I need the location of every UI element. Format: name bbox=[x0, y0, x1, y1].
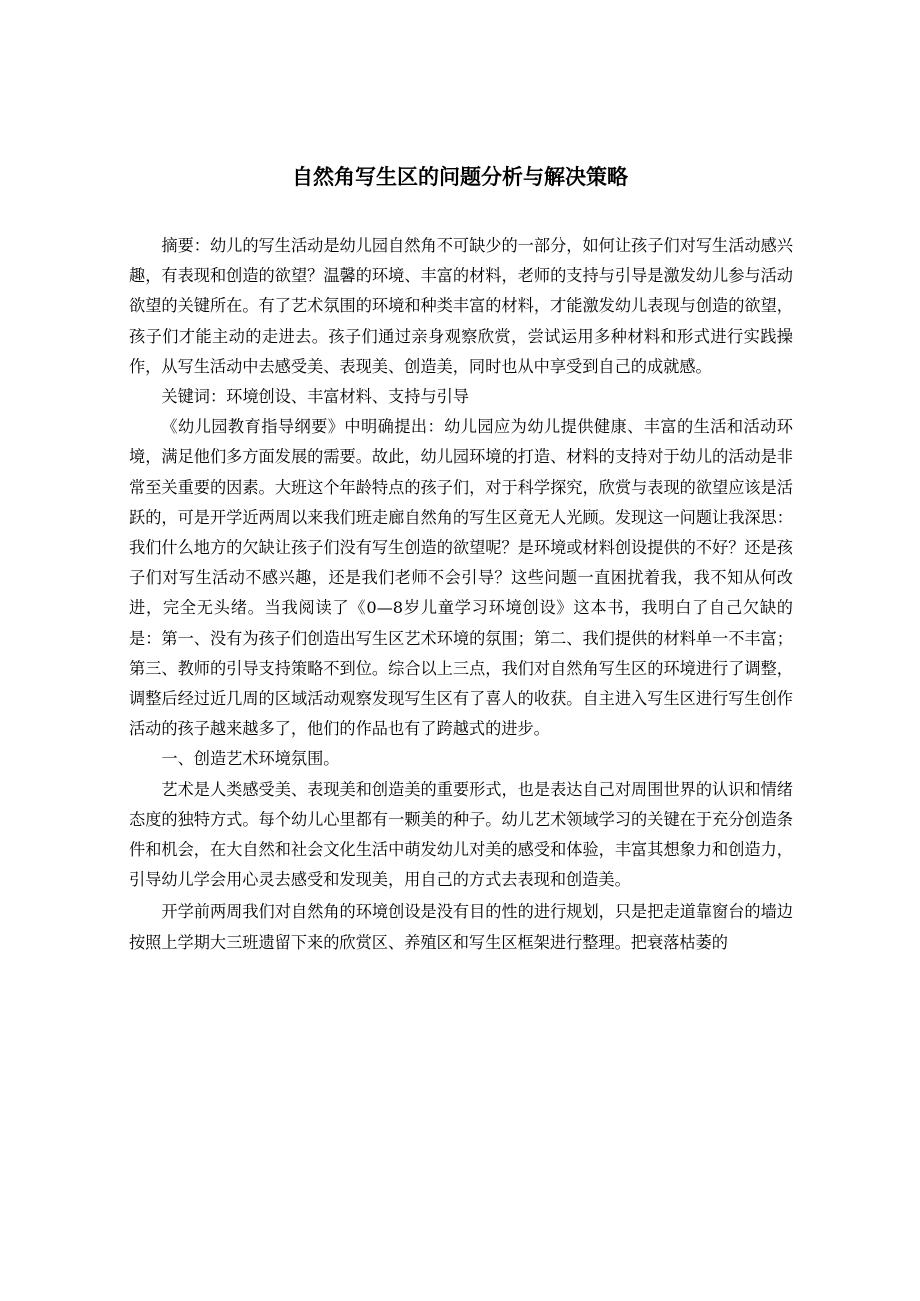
section-paragraph-2: 开学前两周我们对自然角的环境创设是没有目的性的进行规划，只是把走道靠窗台的墙边按照上学期大三班遗留下来的欣赏区、养殖区和写生区框架进行整理。把衰落枯萎的 bbox=[129, 902, 793, 952]
section-heading: 一、创造艺术环境氛围。 bbox=[161, 749, 340, 769]
document-body bbox=[129, 231, 793, 958]
document-title: 自然角写生区的问题分析与解决策略 bbox=[292, 165, 628, 189]
section-paragraph-1: 艺术是人类感受美、表现美和创造美的重要形式，也是表达自己对周围世界的认识和情绪态度的独特方式。每个幼儿心里都有一颗美的种子。幼儿艺术领域学习的关键在于充分创造条件和机会，在大自然和社会文化生活中萌发幼儿对美的感受和体验，丰富其想象力和创造力，引导幼儿学会用心灵去感受和发现美，用自己的方式去表现和创造美。 bbox=[129, 779, 793, 890]
abstract-paragraph: 摘要：幼儿的写生活动是幼儿园自然角不可缺少的一部分，如何让孩子们对写生活动感兴趣，有表现和创造的欲望？温馨的环境、丰富的材料，老师的支持与引导是激发幼儿参与活动欲望的关键所在。有了艺术氛围的环境和种类丰富的材料，才能激发幼儿表现与创造的欲望，孩子们才能主动的走进去。孩子们通过亲身观察欣赏，尝试运用多种材料和形式进行实践操作，从写生活动中去感受美、表现美、创造美，同时也从中享受到自己的成就感。 bbox=[129, 236, 793, 376]
body-paragraph-1: 《幼儿园教育指导纲要》中明确提出：幼儿园应为幼儿提供健康、丰富的生活和活动环境，满足他们多方面发展的需要。故此，幼儿园环境的打造、材料的支持对于幼儿的活动是非常至关重要的因素。大班这个年龄特点的孩子们，对于科学探究，欣赏与表现的欲望应该是活跃的，可是开学近两周以来我们班走廊自然角的写生区竟无人光顾。发现这一问题让我深思：我们什么地方的欠缺让孩子们没有写生创造的欲望呢？是环境或材料创设提供的不好？还是孩子们对写生活动不感兴趣，还是我们老师不会引导？这些问题一直困扰着我，我不知从何改进，完全无头绪。当我阅读了《0—8岁儿童学习环境创设》这本书，我明白了自己欠缺的是：第一、没有为孩子们创造出写生区艺术环境的氛围；第二、我们提供的材料单一不丰富；第三、教师的引导支持策略不到位。综合以上三点，我们对自然角写生区的环境进行了调整，调整后经过近几周的区域活动观察发现写生区有了喜人的收获。自主进入写生区进行写生创作活动的孩子越来越多了，他们的作品也有了跨越式的进步。 bbox=[129, 417, 793, 739]
keywords-line: 关键词：环境创设、丰富材料、支持与引导 bbox=[161, 387, 469, 407]
